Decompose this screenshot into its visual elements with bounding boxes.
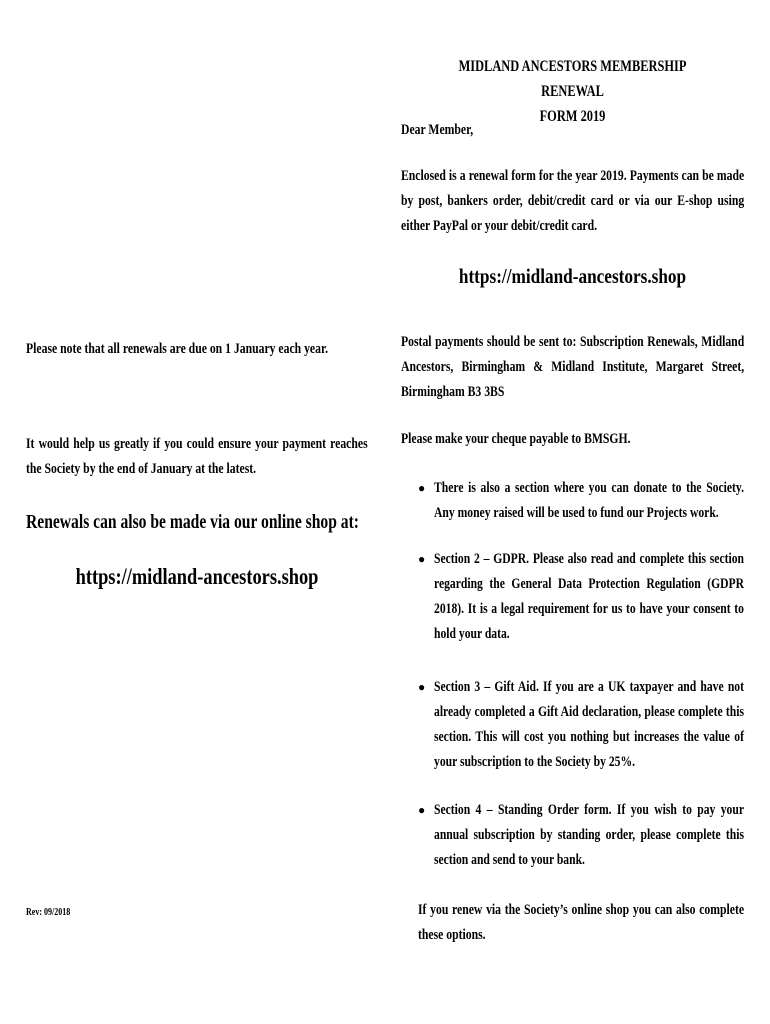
revision-label: Rev: 09/2018: [26, 907, 71, 918]
bullet-icon: ●: [418, 803, 426, 817]
bullet-donation: There is also a section where you can donate to the Society. Any money raised will be used to fund our Projects work.: [434, 480, 744, 521]
bullet-icon: ●: [418, 680, 426, 694]
bullet-standing-order: Section 4 – Standing Order form. If you wish to pay your annual subscription by standing order, please complete this section and send to your bank.: [434, 802, 744, 868]
closing-note: If you renew via the Society’s online shop you can also complete these options.: [418, 902, 745, 943]
cheque-instruction: Please make your cheque payable to BMSGH.: [401, 431, 631, 447]
intro-paragraph: Enclosed is a renewal form for the year 2019. Payments can be made by post, bankers order, debit/credit card or via our E-shop using either PayPal or your debit/credit card.: [401, 168, 745, 234]
bullet-gdpr: Section 2 – GDPR. Please also read and complete this section regarding the General Data Protection Regulation (GDPR 2018). It is a legal requirement for us to have your consent to hold your data.: [434, 551, 744, 642]
payment-timing-note: It would help us greatly if you could ensure your payment reaches the Society by the end of January at the latest.: [26, 436, 368, 477]
bullet-gift-aid: Section 3 – Gift Aid. If you are a UK taxpayer and have not already completed a Gift Aid declaration, please complete this section. This will cost you nothing but increases the value of your subscription to the Society by 25%.: [434, 679, 744, 770]
online-shop-heading: Renewals can also be made via our online shop at:: [26, 511, 359, 533]
shop-url-right[interactable]: https://midland-ancestors.shop: [458, 264, 687, 288]
bullet-icon: ●: [418, 552, 426, 566]
salutation: Dear Member,: [401, 122, 474, 138]
title-line-1: MIDLAND ANCESTORS MEMBERSHIP RENEWAL: [458, 58, 687, 100]
postal-address-paragraph: Postal payments should be sent to: Subscription Renewals, Midland Ancestors, Birmingham & Midland Institute, Margaret Street, Birmingham B3 3BS: [401, 334, 745, 400]
due-date-note: Please note that all renewals are due on 1 January each year.: [26, 341, 329, 357]
bullet-icon: ●: [418, 481, 426, 495]
title-line-2: FORM 2019: [539, 108, 606, 125]
shop-url-left[interactable]: https://midland-ancestors.shop: [75, 564, 319, 589]
